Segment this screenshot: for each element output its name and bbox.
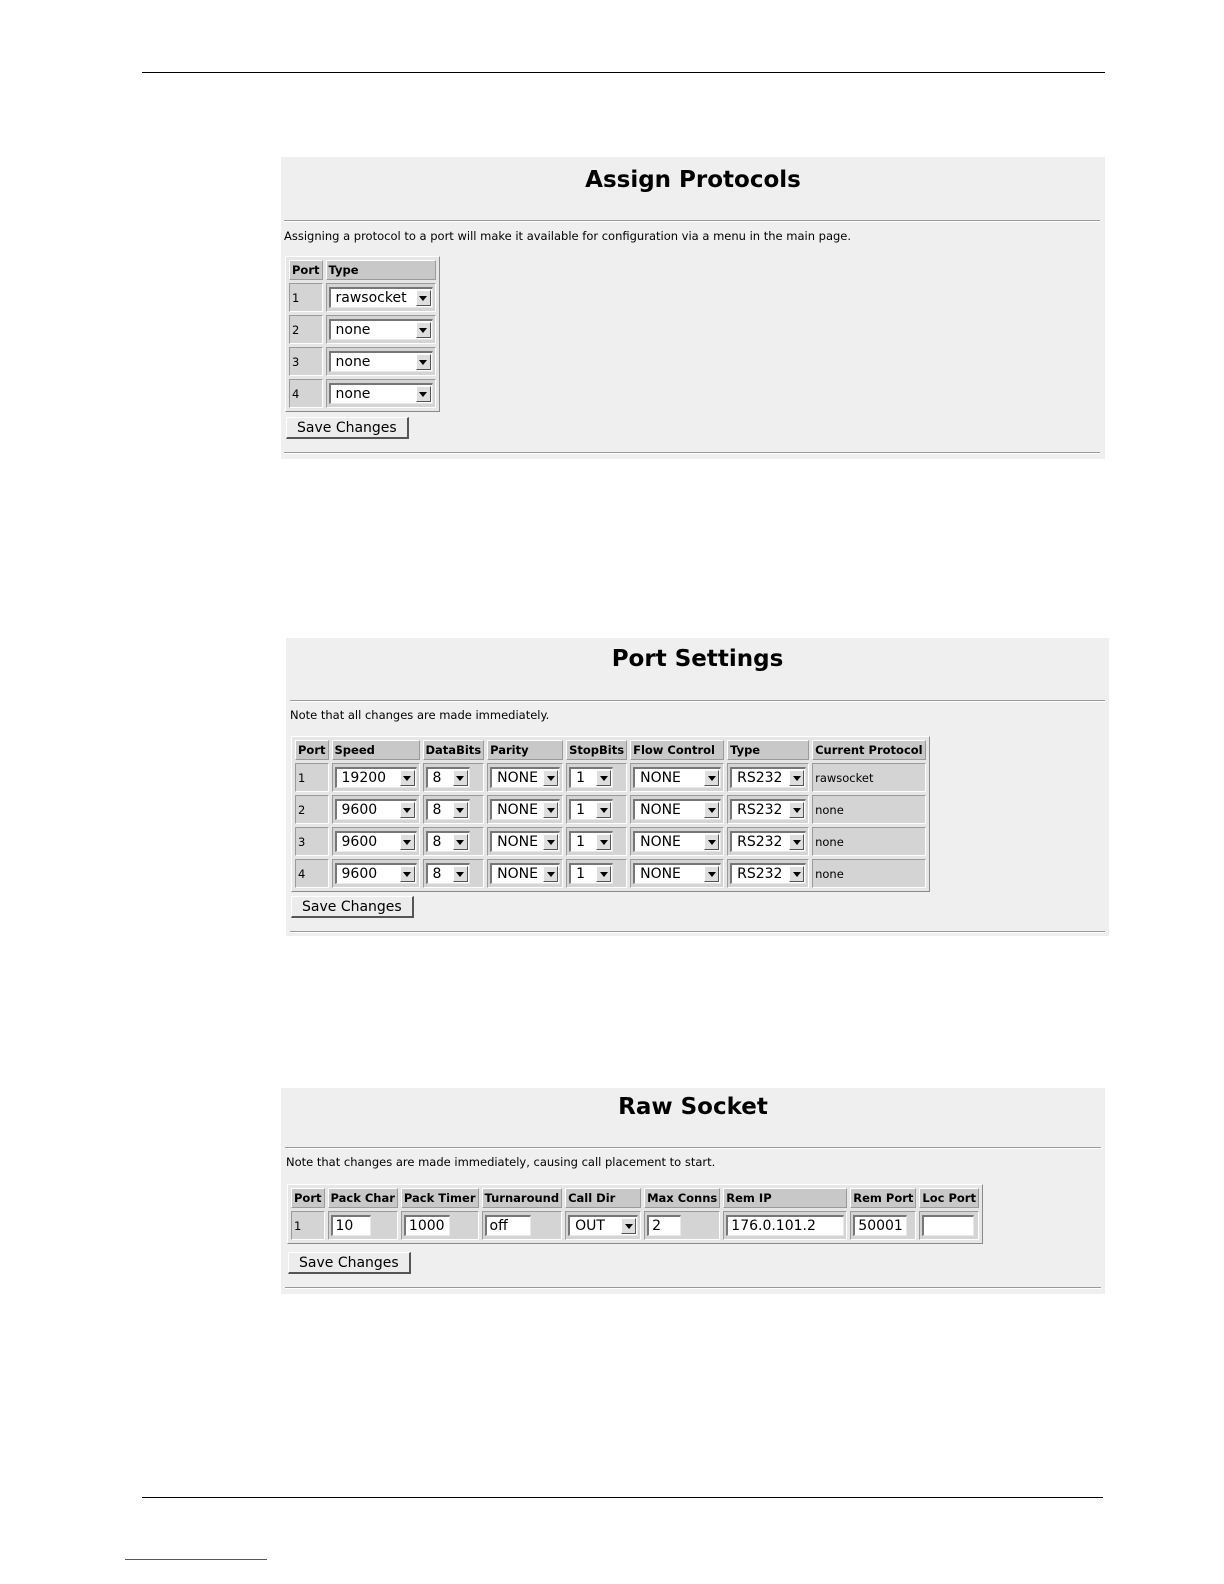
dropdown-arrow-icon — [400, 866, 415, 882]
dropdown-arrow-icon — [400, 834, 415, 850]
call-dir-select[interactable]: OUT — [568, 1215, 638, 1236]
port-settings-panel — [286, 638, 1109, 936]
protocol-type-select[interactable]: none — [329, 351, 433, 372]
raw-socket-panel — [281, 1088, 1105, 1294]
table-row — [289, 379, 436, 408]
protocol-type-select[interactable]: none — [329, 383, 433, 404]
column-header-current-protocol: Current Protocol — [812, 740, 926, 760]
type-select[interactable]: RS232 — [730, 863, 806, 884]
protocol-table — [285, 256, 440, 412]
column-header-pack-char: Pack Char — [328, 1188, 398, 1208]
parity-select[interactable]: NONE — [490, 831, 560, 852]
stopbits-select[interactable]: 1 — [569, 799, 613, 820]
max-conns-input[interactable]: 2 — [647, 1215, 681, 1236]
table-row — [291, 1211, 979, 1240]
port-number: 1 — [289, 283, 323, 312]
current-protocol: rawsocket — [812, 763, 926, 792]
type-select[interactable]: RS232 — [730, 767, 806, 788]
port-number: 1 — [295, 763, 329, 792]
current-protocol: none — [812, 859, 926, 888]
databits-select[interactable]: 8 — [426, 767, 470, 788]
dropdown-arrow-icon — [596, 834, 611, 850]
column-header-speed: Speed — [332, 740, 420, 760]
column-header-type: Type — [326, 260, 436, 280]
table-row — [295, 859, 926, 888]
column-header-type: Type — [727, 740, 809, 760]
dropdown-arrow-icon — [704, 834, 719, 850]
stopbits-select[interactable]: 1 — [569, 831, 613, 852]
dropdown-arrow-icon — [621, 1218, 636, 1234]
databits-select[interactable]: 8 — [426, 831, 470, 852]
flow-control-select[interactable]: NONE — [633, 799, 721, 820]
port-settings-table — [291, 736, 930, 892]
divider — [284, 220, 1100, 222]
column-header-port: Port — [291, 1188, 325, 1208]
page-bottom-rule — [142, 1497, 1103, 1498]
table-row — [289, 347, 436, 376]
dropdown-arrow-icon — [704, 802, 719, 818]
assign-protocols-panel — [281, 157, 1105, 459]
column-header-stopbits: StopBits — [566, 740, 627, 760]
raw-socket-table — [287, 1184, 983, 1244]
flow-control-select[interactable]: NONE — [633, 767, 721, 788]
column-header-rem-ip: Rem IP — [723, 1188, 847, 1208]
port-number: 4 — [295, 859, 329, 888]
port-number: 3 — [289, 347, 323, 376]
rem-ip-input[interactable]: 176.0.101.2 — [726, 1215, 844, 1236]
speed-select[interactable]: 9600 — [335, 831, 417, 852]
port-number: 1 — [291, 1211, 325, 1240]
rem-port-input[interactable]: 50001 — [853, 1215, 907, 1236]
dropdown-arrow-icon — [543, 802, 558, 818]
dropdown-arrow-icon — [453, 834, 468, 850]
divider — [284, 452, 1100, 454]
column-header-port: Port — [295, 740, 329, 760]
table-row — [295, 827, 926, 856]
dropdown-arrow-icon — [453, 866, 468, 882]
speed-select[interactable]: 19200 — [335, 767, 417, 788]
divider — [290, 931, 1105, 933]
table-row — [295, 795, 926, 824]
protocol-type-select[interactable]: none — [329, 319, 433, 340]
column-header-max-conns: Max Conns — [644, 1188, 720, 1208]
speed-select[interactable]: 9600 — [335, 863, 417, 884]
dropdown-arrow-icon — [416, 386, 431, 402]
column-header-parity: Parity — [487, 740, 563, 760]
save-changes-button[interactable]: Save Changes — [288, 1252, 411, 1274]
port-number: 2 — [295, 795, 329, 824]
dropdown-arrow-icon — [400, 770, 415, 786]
dropdown-arrow-icon — [416, 354, 431, 370]
column-header-turnaround: Turnaround — [482, 1188, 563, 1208]
save-changes-button[interactable]: Save Changes — [286, 417, 409, 439]
column-header-databits: DataBits — [423, 740, 485, 760]
parity-select[interactable]: NONE — [490, 799, 560, 820]
dropdown-arrow-icon — [704, 866, 719, 882]
dropdown-arrow-icon — [453, 802, 468, 818]
parity-select[interactable]: NONE — [490, 863, 560, 884]
parity-select[interactable]: NONE — [490, 767, 560, 788]
dropdown-arrow-icon — [596, 866, 611, 882]
column-header-flow-control: Flow Control — [630, 740, 724, 760]
panel-title: Raw Socket — [618, 1094, 768, 1120]
dropdown-arrow-icon — [704, 770, 719, 786]
loc-port-input[interactable] — [922, 1215, 974, 1236]
dropdown-arrow-icon — [543, 770, 558, 786]
dropdown-arrow-icon — [596, 770, 611, 786]
column-header-loc-port: Loc Port — [919, 1188, 979, 1208]
dropdown-arrow-icon — [789, 770, 804, 786]
column-header-port: Port — [289, 260, 323, 280]
port-number: 4 — [289, 379, 323, 408]
speed-select[interactable]: 9600 — [335, 799, 417, 820]
panel-title: Assign Protocols — [585, 167, 801, 193]
stopbits-select[interactable]: 1 — [569, 767, 613, 788]
table-row — [289, 283, 436, 312]
dropdown-arrow-icon — [789, 866, 804, 882]
dropdown-arrow-icon — [416, 322, 431, 338]
databits-select[interactable]: 8 — [426, 863, 470, 884]
dropdown-arrow-icon — [416, 290, 431, 306]
table-row — [295, 763, 926, 792]
footer-link-underline — [125, 1559, 267, 1560]
dropdown-arrow-icon — [543, 834, 558, 850]
panel-title: Port Settings — [611, 646, 784, 672]
turnaround-input[interactable]: off — [485, 1215, 531, 1236]
divider — [285, 1147, 1101, 1149]
save-changes-button[interactable]: Save Changes — [291, 896, 414, 918]
type-select[interactable]: RS232 — [730, 831, 806, 852]
port-number: 3 — [295, 827, 329, 856]
dropdown-arrow-icon — [789, 802, 804, 818]
dropdown-arrow-icon — [596, 802, 611, 818]
dropdown-arrow-icon — [400, 802, 415, 818]
divider — [290, 700, 1105, 702]
dropdown-arrow-icon — [789, 834, 804, 850]
column-header-call-dir: Call Dir — [565, 1188, 641, 1208]
page-top-rule — [142, 72, 1105, 73]
dropdown-arrow-icon — [543, 866, 558, 882]
instruction-text: Assigning a protocol to a port will make it available for configuration via a menu in the main page. — [284, 229, 852, 243]
instruction-text: Note that changes are made immediately, causing call placement to start. — [286, 1155, 716, 1169]
column-header-rem-port: Rem Port — [850, 1188, 916, 1208]
flow-control-select[interactable]: NONE — [633, 831, 721, 852]
pack-timer-input[interactable]: 1000 — [404, 1215, 450, 1236]
flow-control-select[interactable]: NONE — [633, 863, 721, 884]
current-protocol: none — [812, 827, 926, 856]
instruction-text: Note that all changes are made immediately. — [290, 708, 550, 722]
databits-select[interactable]: 8 — [426, 799, 470, 820]
table-row — [289, 315, 436, 344]
dropdown-arrow-icon — [453, 770, 468, 786]
stopbits-select[interactable]: 1 — [569, 863, 613, 884]
column-header-pack-timer: Pack Timer — [401, 1188, 479, 1208]
port-number: 2 — [289, 315, 323, 344]
type-select[interactable]: RS232 — [730, 799, 806, 820]
current-protocol: none — [812, 795, 926, 824]
protocol-type-select[interactable]: rawsocket — [329, 287, 433, 308]
divider — [285, 1287, 1101, 1289]
pack-char-input[interactable]: 10 — [331, 1215, 371, 1236]
